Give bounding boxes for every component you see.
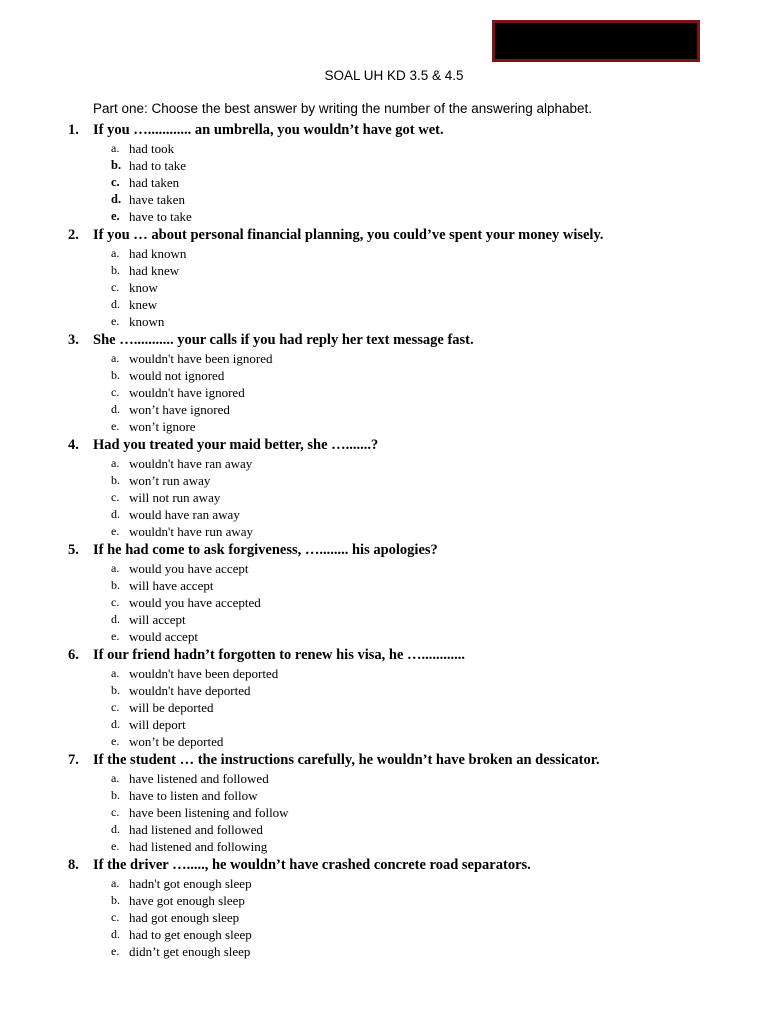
question-line xyxy=(0,120,768,140)
option-letter: a. xyxy=(111,666,120,680)
option-letter: b. xyxy=(111,578,120,592)
option-letter: e. xyxy=(111,944,120,958)
answer-option xyxy=(0,892,768,909)
answer-option xyxy=(0,489,768,506)
option-letter: a. xyxy=(111,246,120,260)
answer-option xyxy=(0,401,768,418)
question-line xyxy=(0,435,768,455)
option-text: had listened and followed xyxy=(129,822,263,837)
option-text: wouldn't have run away xyxy=(129,524,254,539)
option-text: have listened and followed xyxy=(129,771,269,786)
answer-option xyxy=(0,279,768,296)
option-letter: c. xyxy=(111,175,120,189)
option-text: won’t run away xyxy=(129,473,211,488)
question-item xyxy=(0,435,768,540)
option-text: won’t ignore xyxy=(129,419,196,434)
option-letter: e. xyxy=(111,629,120,643)
option-letter: d. xyxy=(111,612,120,626)
option-text: would accept xyxy=(129,629,198,644)
question-text: If the student … the instructions carefully, he wouldn’t have broken an dessicator. xyxy=(93,752,600,768)
option-letter: d. xyxy=(111,717,120,731)
answer-option xyxy=(0,296,768,313)
option-letter: b. xyxy=(111,788,120,802)
answer-option xyxy=(0,628,768,645)
option-text: have been listening and follow xyxy=(129,805,289,820)
question-text: She …........... your calls if you had reply her text message fast. xyxy=(93,332,474,348)
option-text: wouldn't have been ignored xyxy=(129,351,273,366)
answer-option xyxy=(0,665,768,682)
answer-option xyxy=(0,472,768,489)
question-item xyxy=(0,225,768,330)
question-number: 2. xyxy=(68,227,79,243)
answer-option xyxy=(0,313,768,330)
option-letter: b. xyxy=(111,368,120,382)
answer-option xyxy=(0,384,768,401)
question-number: 7. xyxy=(68,752,79,768)
option-letter: e. xyxy=(111,734,120,748)
option-letter: c. xyxy=(111,805,120,819)
answer-option xyxy=(0,350,768,367)
answer-option xyxy=(0,594,768,611)
option-text: know xyxy=(129,280,158,295)
option-letter: d. xyxy=(111,822,120,836)
option-text: wouldn't have deported xyxy=(129,683,251,698)
answer-option xyxy=(0,367,768,384)
option-text: had to get enough sleep xyxy=(129,927,252,942)
option-letter: e. xyxy=(111,314,120,328)
option-text: wouldn't have ignored xyxy=(129,385,245,400)
option-text: have to take xyxy=(129,209,192,224)
answer-option xyxy=(0,821,768,838)
option-letter: a. xyxy=(111,456,120,470)
option-letter: d. xyxy=(111,402,120,416)
option-text: have taken xyxy=(129,192,185,207)
answer-option xyxy=(0,523,768,540)
answer-option xyxy=(0,506,768,523)
question-line xyxy=(0,330,768,350)
option-letter: c. xyxy=(111,385,120,399)
option-letter: b. xyxy=(111,893,120,907)
option-letter: e. xyxy=(111,419,120,433)
option-text: knew xyxy=(129,297,158,312)
answer-option xyxy=(0,245,768,262)
question-item xyxy=(0,750,768,855)
option-text: will deport xyxy=(129,717,186,732)
answer-option xyxy=(0,577,768,594)
question-text: If you … about personal financial planning, you could’ve spent your money wisely. xyxy=(93,227,604,243)
answer-option xyxy=(0,560,768,577)
page-title: SOAL UH KD 3.5 & 4.5 xyxy=(324,68,464,83)
option-text: would have ran away xyxy=(129,507,240,522)
answer-option xyxy=(0,174,768,191)
option-text: had listened and following xyxy=(129,839,268,854)
answer-option xyxy=(0,875,768,892)
answer-option xyxy=(0,943,768,960)
answer-option xyxy=(0,140,768,157)
question-number: 8. xyxy=(68,857,79,873)
question-number: 5. xyxy=(68,542,79,558)
option-text: will not run away xyxy=(129,490,221,505)
option-letter: e. xyxy=(111,209,120,223)
option-letter: c. xyxy=(111,595,120,609)
option-text: known xyxy=(129,314,165,329)
question-line xyxy=(0,750,768,770)
question-item xyxy=(0,330,768,435)
option-text: would you have accepted xyxy=(129,595,261,610)
instruction-text: Part one: Choose the best answer by writing the number of the answering alphabet. xyxy=(93,101,593,116)
option-letter: a. xyxy=(111,561,120,575)
question-text: If you …............ an umbrella, you wouldn’t have got wet. xyxy=(93,122,444,138)
answer-option xyxy=(0,926,768,943)
answer-option xyxy=(0,838,768,855)
option-letter: c. xyxy=(111,910,120,924)
option-letter: d. xyxy=(111,927,120,941)
answer-option xyxy=(0,157,768,174)
question-line xyxy=(0,540,768,560)
option-letter: c. xyxy=(111,490,120,504)
question-number: 4. xyxy=(68,437,79,453)
option-text: had got enough sleep xyxy=(129,910,240,925)
question-number: 6. xyxy=(68,647,79,663)
option-letter: a. xyxy=(111,876,120,890)
option-text: have got enough sleep xyxy=(129,893,245,908)
option-letter: e. xyxy=(111,839,120,853)
answer-option xyxy=(0,262,768,279)
answer-option xyxy=(0,716,768,733)
answer-option xyxy=(0,909,768,926)
question-text: Had you treated your maid better, she ….......? xyxy=(93,437,379,453)
question-line xyxy=(0,225,768,245)
answer-option xyxy=(0,733,768,750)
option-letter: a. xyxy=(111,351,120,365)
option-letter: b. xyxy=(111,263,120,277)
answer-option xyxy=(0,682,768,699)
answer-option xyxy=(0,770,768,787)
question-text: If he had come to ask forgiveness, …........ his apologies? xyxy=(93,542,438,558)
answer-option xyxy=(0,455,768,472)
answer-option xyxy=(0,804,768,821)
question-line xyxy=(0,855,768,875)
option-text: will have accept xyxy=(129,578,214,593)
option-text: had took xyxy=(129,141,175,156)
question-item xyxy=(0,855,768,960)
option-text: would not ignored xyxy=(129,368,225,383)
answer-option xyxy=(0,418,768,435)
option-text: would you have accept xyxy=(129,561,249,576)
option-text: had to take xyxy=(129,158,187,173)
option-text: didn’t get enough sleep xyxy=(129,944,251,959)
option-text: won’t have ignored xyxy=(129,402,230,417)
option-letter: c. xyxy=(111,280,120,294)
question-item xyxy=(0,645,768,750)
option-letter: a. xyxy=(111,771,120,785)
option-letter: d. xyxy=(111,297,120,311)
option-text: wouldn't have been deported xyxy=(129,666,279,681)
answer-option xyxy=(0,611,768,628)
option-letter: e. xyxy=(111,524,120,538)
question-number: 3. xyxy=(68,332,79,348)
answer-option xyxy=(0,787,768,804)
option-letter: c. xyxy=(111,700,120,714)
option-letter: d. xyxy=(111,507,120,521)
option-text: wouldn't have ran away xyxy=(129,456,253,471)
option-letter: b. xyxy=(111,158,122,172)
answer-option xyxy=(0,699,768,716)
option-text: will be deported xyxy=(129,700,214,715)
redaction-box xyxy=(492,20,700,62)
option-letter: b. xyxy=(111,683,120,697)
question-item xyxy=(0,540,768,645)
option-text: won’t be deported xyxy=(129,734,224,749)
option-letter: b. xyxy=(111,473,120,487)
question-text: If the driver …....., he wouldn’t have crashed concrete road separators. xyxy=(93,857,531,873)
answer-option xyxy=(0,191,768,208)
option-text: had knew xyxy=(129,263,180,278)
question-text: If our friend hadn’t forgotten to renew his visa, he …............ xyxy=(93,647,466,663)
question-item xyxy=(0,120,768,225)
option-text: had known xyxy=(129,246,187,261)
question-list xyxy=(0,120,768,960)
option-letter: a. xyxy=(111,141,120,155)
option-text: will accept xyxy=(129,612,186,627)
question-number: 1. xyxy=(68,122,79,138)
option-text: hadn't got enough sleep xyxy=(129,876,252,891)
option-text: had taken xyxy=(129,175,180,190)
option-letter: d. xyxy=(111,192,122,206)
answer-option xyxy=(0,208,768,225)
option-text: have to listen and follow xyxy=(129,788,258,803)
question-line xyxy=(0,645,768,665)
